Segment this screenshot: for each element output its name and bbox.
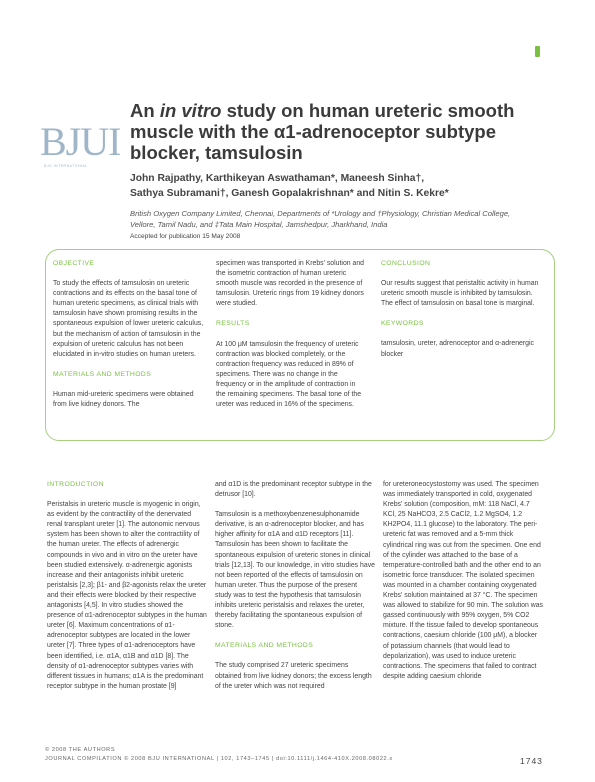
intro-paragraph: Peristalsis in ureteric muscle is myogenic in origin, as evident by the contractility of the denervated renal transplant ureter [1]. The autonomic nervous system has been shown to alter the contractility of the human ureter. The effects of adrenergic compounds in vivo and in vitro on the ureter have been studied extensively. α-adrenergic agonists increase and their antagonists inhibit ureteric peristalsis [2,3]; β1- and β2-agonists relax the ureter and their effects were blocked by their respective antagonists [4,5]. In vitro studies showed the presence of α1-adrenoceptor subtypes in the human ureter [6]. Maximum concentrations of α1-adrenoceptor subtypes are located in the lower ureter [7]. Three types of α1-adrenoceptors have been identified, i.e. α1A, α1B and α1D [8]. The density of α1-adrenoceptor subtypes varies with different tissues in humans; α1A is the predominant receptor subtype in the human prostate [9]: [47, 501, 207, 690]
footer-copyright: © 2008 THE AUTHORS: [45, 747, 116, 753]
footer-compilation: JOURNAL COMPILATION © 2008 BJU INTERNATIONAL | 102, 1743–1745 | doi:10.1111/j.1464-410X.2008.08022.x: [45, 756, 393, 762]
col2-paragraph-1: and α1D is the predominant receptor subtype in the detrusor [10].: [215, 481, 372, 499]
objective-heading: OBJECTIVE: [53, 260, 95, 267]
abstract-col-2: [216, 259, 364, 420]
logo-subtitle: BJU INTERNATIONAL: [44, 164, 88, 168]
col2-paragraph-2: Tamsulosin is a methoxybenzenesulphonamide derivative, is an α-adrenoceptor blocker, and has higher affinity for α1A and α1D receptors [11]. Tamsulosin has been shown to facilitate the spontaneous expulsion of ureteric stones in clinical trials [12,13]. To our knowledge, in vitro studies have not been reported of the effects of tamsulosin on human ureter. Thus the purpose of the present study was to test the hypothesis that tamsulosin inhibits ureteric peristalsis and relaxes the ureter, thereby facilitating the spontaneous expulsion of stone.: [215, 511, 375, 630]
body-col-1: [47, 480, 207, 702]
body-col-3: [383, 480, 543, 692]
logo-text: BJUI: [40, 119, 121, 164]
title-part-a: An: [130, 100, 160, 121]
methods-heading: MATERIALS AND METHODS: [53, 370, 152, 378]
keywords-text: tamsulosin, ureter, adrenoceptor and α-adrenergic blocker: [381, 340, 534, 358]
introduction-heading: INTRODUCTION: [47, 481, 104, 488]
author-list: [130, 171, 530, 201]
body-col-2: [215, 480, 375, 702]
title-part-c: study on human ureteric smooth muscle with the α1-adrenoceptor subtype blocker, tamsulosin: [130, 100, 515, 163]
page-number: 1743: [520, 756, 543, 766]
abstract-box: [45, 249, 555, 441]
authors-line-2: Sathya Subramani†, Ganesh Gopalakrishnan* and Nitin S. Kekre*: [130, 188, 449, 199]
page-footer: [45, 746, 555, 764]
abstract-col-3: [381, 259, 541, 370]
corner-marker: [535, 46, 540, 57]
article-title: [130, 100, 550, 163]
col2-paragraph-3: The study comprised 27 ureteric specimens obtained from live kidney donors; the excess length of the ureter which was not required: [215, 662, 372, 690]
objective-text: To study the effects of tamsulosin on ureteric contractions and its effects on the basal tone of human ureteric specimens, as clinical trials with tamsulosin have shown promising results in the spontaneous expulsion of lower ureteric calculus, but the mechanism of action of tamsulosin in the expulsion of ureteric calculus has not been elucidated in in-vitro studies on human ureters.: [53, 280, 204, 358]
methods-text-b: specimen was transported in Krebs' solution and the isometric contraction of human ureteric smooth muscle was recorded in the presence of tamsulosin. Ureteric rings from 19 kidney donors were studied.: [216, 260, 365, 308]
results-heading: RESULTS: [216, 320, 250, 328]
conclusion-text: Our results suggest that peristaltic activity in human ureteric smooth muscle is inhibited by tamsulosin. The effect of tamsulosin on basal tone is marginal.: [381, 280, 539, 308]
col3-paragraph-1: for ureteroneocystostomy was used. The specimen was immediately transported in cold, oxygenated Krebs' solution (composition, mM: 118 NaCl, 4.7 KCl, 25 NaHCO3, 2.5 CaCl2, 1.2 MgSO4, 1.2 KH2PO4, 11.1 glucose) to the laboratory. The peri-ureteric fat was removed and a 5-mm thick cylindrical ring was cut from the specimen. One end of the cylinder was attached to the base of a temperature-controlled bath and the other end to an isometric force transducer. The isolated specimen was mounted in a chamber containing oxygenated Krebs' solution maintained at 37 °C. The specimen was allowed to stabilize for 90 min. The solution was gassed continuously with 95% oxygen, 5% CO2 mixture. If the tissue failed to develop spontaneous contractions, caesium chloride (100 μM), a blocker of potassium channels (that would lead to depolarization), was used to induce ureteric contractions. The specimens that failed to contract despite adding caesium chloride: [383, 481, 543, 680]
conclusion-heading: CONCLUSION: [381, 260, 431, 267]
keywords-heading: KEYWORDS: [381, 320, 424, 328]
methods-heading-body: MATERIALS AND METHODS: [215, 642, 314, 650]
abstract-col-1: [53, 259, 205, 420]
journal-logo: [40, 119, 124, 170]
affiliation-line-1: British Oxygen Company Limited, Chennai, Departments of *Urology and †Physiology, Christian Medical College,: [130, 209, 511, 218]
affiliations: [130, 208, 530, 230]
accepted-date: Accepted for publication 15 May 2008: [130, 233, 241, 240]
affiliation-line-2: Vellore, Tamil Nadu, and ‡Tata Main Hospital, Jamshedpur, Jharkhand, India: [130, 220, 388, 229]
authors-line-1: John Rajpathy, Karthikeyan Aswathaman*, Maneesh Sinha†,: [130, 173, 425, 184]
results-text: At 100 μM tamsulosin the frequency of ureteric contraction was blocked completely, or the contraction frequency was reduced in 89% of specimens. There was no change in the frequency or in the amplitude of contraction in the remaining specimens. The basal tone of the ureter was reduced in 16% of the specimens.: [216, 340, 362, 409]
title-part-italic: in vitro: [159, 100, 222, 121]
methods-text-a: Human mid-ureteric specimens were obtained from live kidney donors. The: [53, 390, 194, 409]
